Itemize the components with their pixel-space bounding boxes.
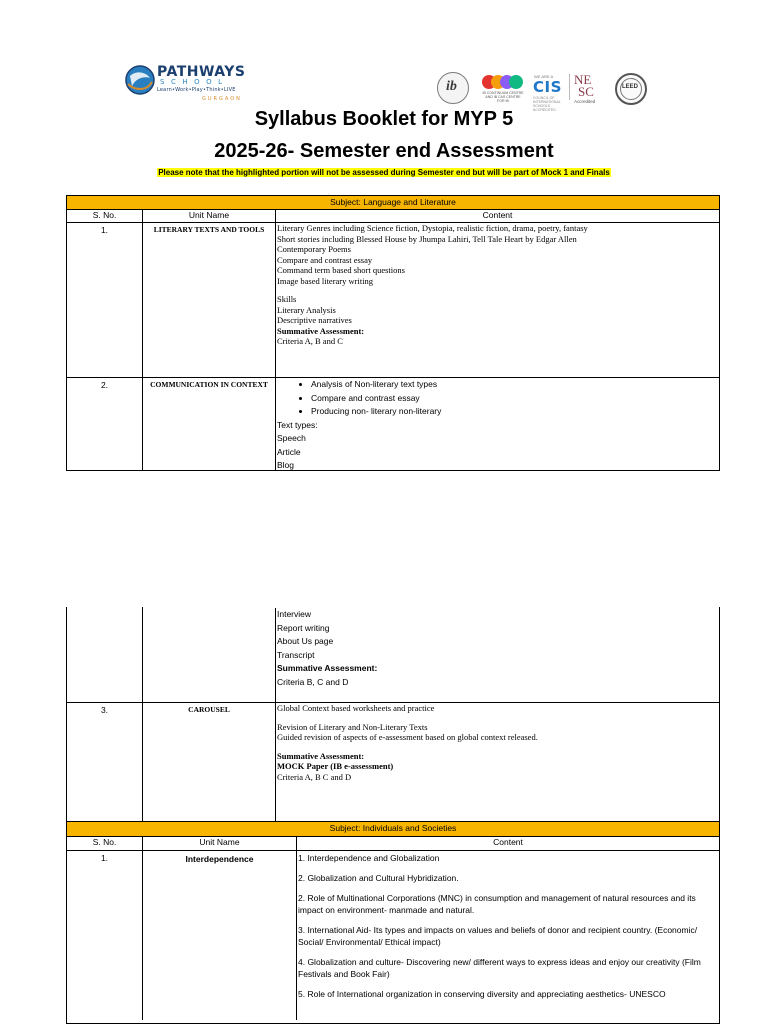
bullet-list <box>277 378 719 419</box>
unit-name-empty <box>142 607 275 702</box>
text-type: Article <box>277 446 301 457</box>
text-type: Transcript <box>277 649 315 660</box>
text-type: Speech <box>277 433 306 443</box>
school-name: PATHWAYS <box>157 64 246 80</box>
highlight-notice: Please note that the highlighted portion will not be assessed during Semester end but will be part of Mock 1 and Finals <box>158 168 610 177</box>
text-type: Report writing <box>277 622 330 633</box>
globe-logo-icon <box>124 64 156 96</box>
unit-content <box>275 702 719 821</box>
text-type: Blog <box>277 460 295 470</box>
skills-heading: Skills <box>277 294 297 304</box>
school-tagline: Learn•Work•Play•Think•LIVE <box>157 87 236 93</box>
logo-divider <box>569 74 570 100</box>
content-line: Contemporary Poems <box>277 244 351 254</box>
summative-label: Summative Assessment: <box>277 750 365 761</box>
text-type: About Us page <box>277 636 334 646</box>
column-header-content: Content <box>275 209 719 222</box>
language-literature-table <box>66 195 720 471</box>
list-item: • Analysis of Non-literary text types <box>311 378 719 392</box>
list-item: • Compare and contrast essay <box>311 392 719 406</box>
column-header-sno: S. No. <box>67 209 142 222</box>
individuals-societies-table <box>66 821 720 1024</box>
row-number: 2. <box>67 377 142 470</box>
content-item: 1. Interdependence and Globalization <box>298 853 440 863</box>
mock-paper: MOCK Paper (IB e-assessment) <box>277 761 394 771</box>
row-number-empty <box>67 607 142 702</box>
language-literature-table-continued <box>66 607 720 821</box>
criteria: Criteria A, B C and D <box>277 771 352 782</box>
row-number: 3. <box>67 702 142 821</box>
content-item: 4. Globalization and culture- Discovering new/ different ways to express ideas and enjoy our creativity (Film Festivals and Book Fair) <box>298 957 701 979</box>
ib-continuum-text: IB CONTINUUM CENTRE AND IB CAS CENTRE FOR IB <box>482 91 524 103</box>
unit-name: Interdependence <box>142 850 296 1020</box>
text-type: Interview <box>277 609 312 619</box>
column-header-content: Content <box>296 836 719 850</box>
skill-item: Descriptive narratives <box>277 315 352 325</box>
leed-logo-icon: LEED <box>615 73 647 105</box>
content-line: Literary Genres including Science fiction, Dystopia, realistic fiction, drama, poetry, fantasy <box>277 223 588 233</box>
criteria: Criteria A, B and C <box>277 336 343 346</box>
ib-continuum-logo-icon <box>480 72 524 108</box>
unit-name: CAROUSEL <box>142 702 275 821</box>
content-item: 2. Globalization and Cultural Hybridization. <box>298 873 459 883</box>
text-types-heading: Text types: <box>277 419 318 430</box>
content-item: 2. Role of Multinational Corporations (MNC) in consumption and management of natural resources and its impact on environment- manmade and natural. <box>298 893 696 915</box>
content-line: Guided revision of aspects of e-assessment based on global context released. <box>277 732 538 742</box>
criteria: Criteria B, C and D <box>277 676 349 687</box>
column-header-sno: S. No. <box>67 836 142 850</box>
unit-name: COMMUNICATION IN CONTEXT <box>142 377 275 470</box>
row-number: 1. <box>67 850 142 1020</box>
unit-content <box>275 222 719 377</box>
summative-label: Summative Assessment: <box>277 663 378 673</box>
content-item: 3. International Aid- Its types and impacts on values and beliefs of donor and recipient country. (Economic/ Social/ Environmental/ Ethical impact) <box>298 925 698 947</box>
content-line: Image based literary writing <box>277 275 374 286</box>
school-word: SCHOOL <box>160 78 229 86</box>
school-city: GURGAON <box>202 96 242 102</box>
neasc-logo-icon: NE SC Accredited <box>574 72 596 104</box>
content-line: Short stories including Blessed House by Jhumpa Lahiri, Tell Tale Heart by Edgar Allen <box>277 233 577 244</box>
unit-content <box>275 377 719 470</box>
content-item: 5. Role of International organization in conserving diversity and appreciating aesthetics- UNESCO <box>298 989 666 999</box>
content-line: Command term based short questions <box>277 265 405 275</box>
skill-item: Literary Analysis <box>277 304 336 315</box>
content-line: Global Context based worksheets and practice <box>277 703 435 713</box>
summative-label: Summative Assessment: <box>277 325 365 336</box>
subject-header: Subject: Individuals and Societies <box>67 822 719 836</box>
content-line: Compare and contrast essay <box>277 254 373 265</box>
page-subtitle: 2025-26- Semester end Assessment <box>214 140 554 162</box>
row-number: 1. <box>67 222 142 377</box>
unit-content <box>296 850 719 1020</box>
unit-content <box>275 608 719 702</box>
unit-name: LITERARY TEXTS AND TOOLS <box>142 222 275 377</box>
ib-logo-icon: ib <box>437 72 469 104</box>
list-item: • Producing non- literary non-literary <box>311 405 719 419</box>
subject-header: Subject: Language and Literature <box>67 196 719 209</box>
cis-logo-icon: WE ARE A CIS COUNCIL OF INTERNATIONAL SCHOOLS ACCREDITED <box>533 74 562 112</box>
content-line: Revision of Literary and Non-Literary Texts <box>277 721 428 732</box>
column-header-unit: Unit Name <box>142 209 275 222</box>
page-title: Syllabus Booklet for MYP 5 <box>254 108 514 130</box>
column-header-unit: Unit Name <box>142 836 296 850</box>
